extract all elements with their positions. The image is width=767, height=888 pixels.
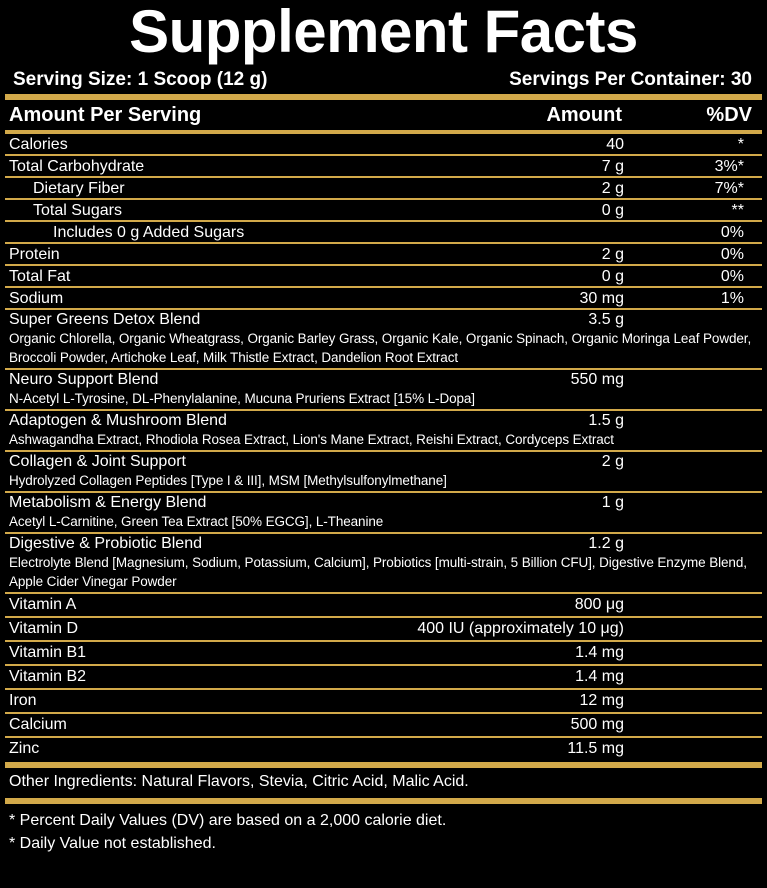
nutrient-dv: 0% [720, 246, 744, 263]
nutrient-amount: 0 g [601, 268, 624, 285]
vitamin-amount: 800 μg [574, 596, 624, 613]
nutrient-name: Total Fat [9, 268, 71, 285]
blend-ingredients: Ashwagandha Extract, Rhodiola Rosea Extract, Lion's Mane Extract, Reishi Extract, Cordyceps Extract [9, 432, 614, 447]
vitamin-row-b2 [5, 666, 762, 690]
vitamin-row-b1 [5, 642, 762, 666]
mineral-name: Calcium [9, 716, 67, 733]
blend-adaptogen-mushroom [5, 411, 762, 452]
nutrient-name: Total Sugars [33, 202, 122, 219]
vitamin-name: Vitamin B1 [9, 644, 87, 661]
nutrient-row-calories [5, 134, 762, 156]
blend-amount: 2 g [601, 453, 624, 470]
blend-ingredients: Hydrolyzed Collagen Peptides [Type I & III], MSM [Methylsulfonylmethane] [9, 473, 447, 488]
blend-collagen-joint [5, 452, 762, 493]
blend-ingredients: N-Acetyl L-Tyrosine, DL-Phenylalanine, Mucuna Pruriens Extract [15% L-Dopa] [9, 391, 475, 406]
blend-ingredients: Electrolyte Blend [Magnesium, Sodium, Potassium, Calcium], Probiotics [multi-strain, 5 Billion CFU], Digestive Enzyme Blend, Apple Cider Vinegar Powder [9, 555, 747, 589]
blend-name: Metabolism & Energy Blend [9, 494, 207, 511]
blend-amount: 3.5 g [588, 311, 624, 328]
blend-amount: 1 g [601, 494, 624, 511]
blend-super-greens [5, 310, 762, 370]
blend-amount: 1.2 g [588, 535, 624, 552]
vitamin-name: Vitamin B2 [9, 668, 87, 685]
nutrient-row-total-carbohydrate [5, 156, 762, 178]
mineral-name: Iron [9, 692, 37, 709]
nutrient-row-total-sugars [5, 200, 762, 222]
serving-size: Serving Size: 1 Scoop (12 g) [13, 69, 268, 90]
nutrient-amount: 40 [606, 136, 624, 153]
servings-per-container: Servings Per Container: 30 [509, 69, 752, 90]
mineral-amount: 500 mg [570, 716, 624, 733]
blend-ingredients: Organic Chlorella, Organic Wheatgrass, Organic Barley Grass, Organic Kale, Organic Spinach, Organic Moringa Leaf Powder, Broccoli Powder, Artichoke Leaf, Milk Thistle Extract, Dandelion Root Extract [9, 331, 752, 365]
nutrient-dv: * [737, 136, 744, 153]
header-amount-per-serving: Amount Per Serving [9, 104, 202, 126]
table-header [5, 100, 762, 130]
vitamin-amount: 1.4 mg [575, 644, 624, 661]
nutrient-name: Total Carbohydrate [9, 158, 145, 175]
nutrient-dv: 0% [720, 224, 744, 241]
blend-name: Super Greens Detox Blend [9, 311, 201, 328]
blend-name: Neuro Support Blend [9, 371, 159, 388]
blend-metabolism-energy [5, 493, 762, 534]
nutrient-row-total-fat [5, 266, 762, 288]
nutrient-dv: 7%* [714, 180, 744, 197]
nutrient-dv: ** [731, 202, 744, 219]
supplement-facts-panel [5, 0, 762, 888]
blend-name: Collagen & Joint Support [9, 453, 186, 470]
nutrient-name: Protein [9, 246, 60, 263]
nutrient-name: Sodium [9, 290, 64, 307]
footnote-dv-not-established: * Daily Value not established. [9, 835, 216, 852]
nutrient-dv: 3%* [714, 158, 744, 175]
mineral-row-zinc [5, 738, 762, 762]
nutrient-row-dietary-fiber [5, 178, 762, 200]
header-amount: Amount [546, 104, 622, 126]
nutrient-row-protein [5, 244, 762, 266]
header-dv: %DV [706, 104, 752, 126]
blend-name: Adaptogen & Mushroom Blend [9, 412, 227, 429]
mineral-name: Zinc [9, 740, 40, 757]
nutrient-amount: 7 g [601, 158, 624, 175]
nutrient-name: Calories [9, 136, 68, 153]
other-ingredients: Other Ingredients: Natural Flavors, Stevia, Citric Acid, Malic Acid. [9, 773, 469, 790]
vitamin-amount: 1.4 mg [575, 668, 624, 685]
blend-amount: 1.5 g [588, 412, 624, 429]
mineral-row-iron [5, 690, 762, 714]
vitamin-name: Vitamin A [9, 596, 77, 613]
nutrient-row-sodium [5, 288, 762, 310]
serving-info [5, 66, 762, 94]
blend-amount: 550 mg [570, 371, 624, 388]
mineral-row-calcium [5, 714, 762, 738]
blend-neuro-support [5, 370, 762, 411]
footnotes [5, 804, 762, 855]
blend-digestive-probiotic [5, 534, 762, 594]
nutrient-amount: 30 mg [579, 290, 624, 307]
nutrient-dv: 1% [720, 290, 744, 307]
nutrient-name: Includes 0 g Added Sugars [53, 224, 245, 241]
vitamin-row-a [5, 594, 762, 618]
footnote-dv-basis: * Percent Daily Values (DV) are based on a 2,000 calorie diet. [9, 812, 447, 829]
nutrient-amount: 2 g [601, 246, 624, 263]
nutrient-amount: 2 g [601, 180, 624, 197]
nutrient-dv: 0% [720, 268, 744, 285]
mineral-amount: 11.5 mg [567, 740, 624, 757]
nutrient-row-added-sugars [5, 222, 762, 244]
blend-ingredients: Acetyl L-Carnitine, Green Tea Extract [50% EGCG], L-Theanine [9, 514, 384, 529]
nutrient-amount [474, 222, 624, 242]
nutrient-amount: 0 g [601, 202, 624, 219]
panel-title: Supplement Facts [129, 0, 638, 65]
vitamin-name: Vitamin D [9, 620, 79, 637]
blend-name: Digestive & Probiotic Blend [9, 535, 202, 552]
nutrient-name: Dietary Fiber [33, 180, 125, 197]
mineral-amount: 12 mg [579, 692, 624, 709]
vitamin-amount: 400 IU (approximately 10 μg) [417, 620, 624, 637]
vitamin-row-d [5, 618, 762, 642]
